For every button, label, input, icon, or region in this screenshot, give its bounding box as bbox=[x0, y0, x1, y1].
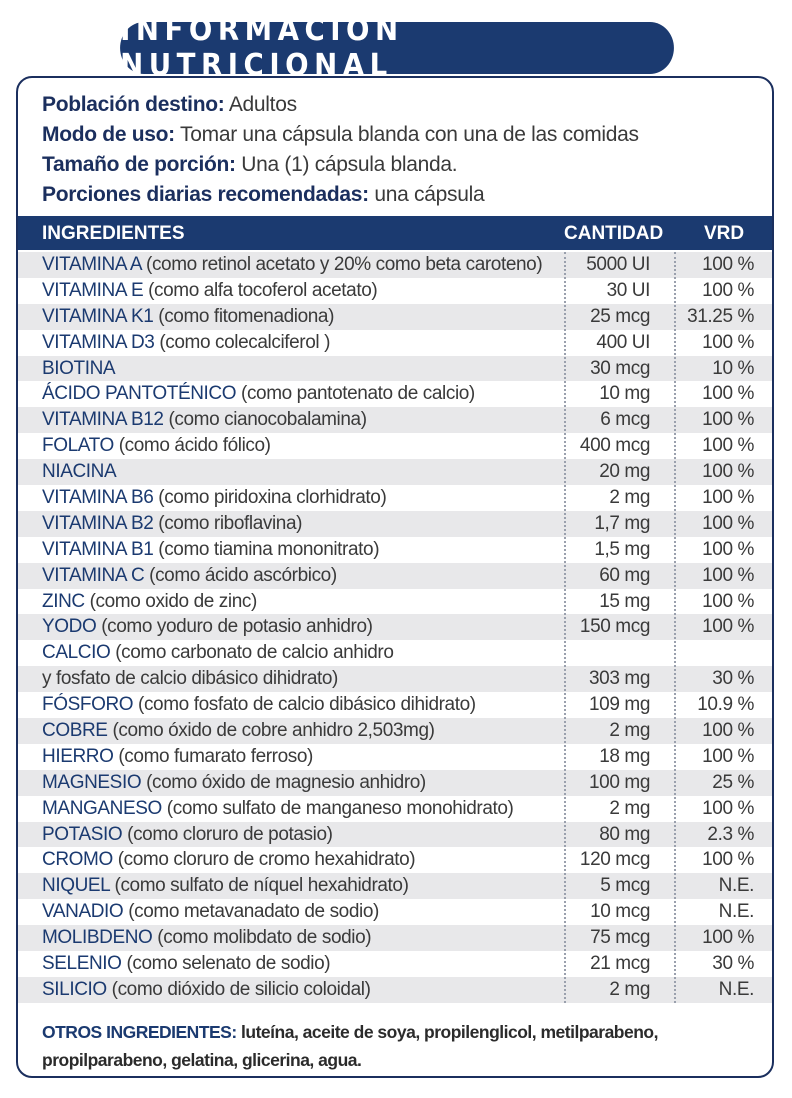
ingredient-cell bbox=[42, 901, 379, 923]
table-row bbox=[18, 873, 772, 899]
ingredient-name: NIQUEL bbox=[42, 875, 110, 897]
ingredient-cell bbox=[42, 461, 116, 483]
quantity-cell: 2 mg bbox=[609, 720, 650, 742]
ingredient-cell bbox=[42, 849, 415, 871]
table-row bbox=[18, 537, 772, 563]
ingredient-name: SILICIO bbox=[42, 978, 107, 1000]
ingredient-detail: (como fitomenadiona) bbox=[153, 305, 335, 327]
ingredient-cell bbox=[42, 772, 426, 794]
ingredient-detail: (como ácido ascórbico) bbox=[144, 564, 337, 586]
ingredient-detail: (como colecalciferol ) bbox=[154, 331, 331, 353]
vrd-cell: 100 % bbox=[702, 720, 754, 742]
ingredient-cell bbox=[42, 875, 409, 897]
quantity-cell: 21 mcg bbox=[590, 953, 650, 975]
header-ingredients: INGREDIENTES bbox=[42, 223, 185, 244]
ingredient-detail: (como tiamina mononitrato) bbox=[153, 538, 380, 560]
vrd-cell: 10 % bbox=[712, 357, 754, 379]
quantity-cell: 10 mg bbox=[599, 383, 650, 405]
column-divider bbox=[674, 252, 676, 1003]
vrd-cell: N.E. bbox=[718, 875, 754, 897]
ingredient-cell bbox=[42, 746, 313, 768]
ingredient-cell bbox=[42, 409, 367, 431]
ingredient-cell bbox=[42, 591, 257, 613]
info-line: Porciones diarias recomendadas: una cápsula bbox=[42, 183, 485, 206]
quantity-cell: 120 mcg bbox=[579, 849, 650, 871]
ingredient-detail: (como carbonato de calcio anhidro bbox=[110, 642, 394, 664]
ingredient-cell bbox=[42, 280, 377, 302]
ingredient-name: VITAMINA K1 bbox=[42, 305, 154, 327]
table-row bbox=[18, 847, 772, 873]
quantity-cell: 6 mcg bbox=[600, 409, 650, 431]
vrd-cell: 100 % bbox=[702, 279, 754, 301]
ingredient-name: FOLATO bbox=[42, 435, 114, 457]
ingredient-name: VITAMINA B2 bbox=[42, 512, 154, 534]
info-line: Tamaño de porción: Una (1) cápsula blanda. bbox=[42, 153, 458, 176]
vrd-cell: 100 % bbox=[702, 538, 754, 560]
table-row bbox=[18, 977, 772, 1003]
ingredient-detail: (como cianocobalamina) bbox=[163, 409, 367, 431]
ingredient-name: ZINC bbox=[42, 590, 85, 612]
table-row bbox=[18, 381, 772, 407]
ingredient-name: MAGNESIO bbox=[42, 771, 142, 793]
ingredient-cell bbox=[42, 565, 337, 587]
ingredient-detail: (como riboflavina) bbox=[153, 512, 303, 534]
table-row bbox=[18, 796, 772, 822]
table-row bbox=[18, 511, 772, 537]
quantity-cell: 60 mg bbox=[599, 564, 650, 586]
quantity-cell: 2 mg bbox=[609, 797, 650, 819]
vrd-cell: 100 % bbox=[702, 254, 754, 275]
table-header bbox=[18, 216, 772, 250]
ingredient-detail: (como retinol acetato y 20% como beta caroteno) bbox=[141, 254, 543, 275]
ingredient-detail: (como yoduro de potasio anhidro) bbox=[96, 616, 373, 638]
header-quantity: CANTIDAD bbox=[564, 223, 664, 244]
vrd-cell: 31.25 % bbox=[687, 305, 754, 327]
ingredient-detail: (como metavanadato de sodio) bbox=[123, 901, 379, 923]
vrd-cell: 100 % bbox=[702, 487, 754, 509]
ingredient-name: SELENIO bbox=[42, 953, 122, 975]
ingredient-name: YODO bbox=[42, 616, 97, 638]
quantity-cell: 5 mcg bbox=[600, 875, 650, 897]
ingredient-name: VITAMINA A bbox=[42, 254, 142, 275]
quantity-cell: 10 mcg bbox=[590, 901, 650, 923]
ingredient-detail: (como sulfato de manganeso monohidrato) bbox=[161, 797, 514, 819]
vrd-cell: N.E. bbox=[718, 978, 754, 1000]
ingredient-name: CALCIO bbox=[42, 642, 111, 664]
quantity-cell: 150 mcg bbox=[579, 616, 650, 638]
info-block bbox=[18, 78, 772, 210]
table-row bbox=[18, 278, 772, 304]
ingredient-name: MANGANESO bbox=[42, 797, 162, 819]
column-divider bbox=[564, 252, 566, 1003]
ingredient-cell bbox=[42, 668, 338, 690]
ingredient-name: FÓSFORO bbox=[42, 694, 134, 716]
info-line: Población destino: Adultos bbox=[42, 93, 297, 116]
ingredient-name: VITAMINA B12 bbox=[42, 409, 164, 431]
table-row bbox=[18, 252, 772, 278]
ingredient-cell bbox=[42, 358, 115, 380]
table-row bbox=[18, 951, 772, 977]
ingredient-cell bbox=[42, 927, 371, 949]
vrd-cell: 30 % bbox=[712, 668, 754, 690]
ingredient-name: ÁCIDO PANTOTÉNICO bbox=[42, 383, 237, 405]
quantity-cell: 25 mcg bbox=[590, 305, 650, 327]
ingredient-name: VITAMINA C bbox=[42, 564, 145, 586]
vrd-cell: 10.9 % bbox=[697, 694, 754, 716]
ingredient-name: BIOTINA bbox=[42, 357, 116, 379]
vrd-cell: 100 % bbox=[702, 331, 754, 353]
table-row bbox=[18, 925, 772, 951]
quantity-cell: 400 mcg bbox=[579, 435, 650, 457]
ingredient-name: VITAMINA B1 bbox=[42, 538, 154, 560]
table-row bbox=[18, 770, 772, 796]
table-row bbox=[18, 356, 772, 382]
nutrition-panel bbox=[16, 76, 774, 1078]
ingredient-detail: (como óxido de cobre anhidro 2,503mg) bbox=[107, 720, 435, 742]
table-row bbox=[18, 822, 772, 848]
ingredient-detail: (como cloruro de cromo hexahidrato) bbox=[112, 849, 416, 871]
vrd-cell: N.E. bbox=[718, 901, 754, 923]
ingredient-detail: (como sulfato de níquel hexahidrato) bbox=[109, 875, 409, 897]
table-row bbox=[18, 485, 772, 511]
ingredient-cell bbox=[42, 798, 513, 820]
table-row bbox=[18, 563, 772, 589]
other-ingredients: OTROS INGREDIENTES: luteína, aceite de soya, propilenglicol, metilparabeno, propilparabeno, gelatina, glicerina, agua. bbox=[42, 1022, 658, 1070]
info-line: Modo de uso: Tomar una cápsula blanda con una de las comidas bbox=[42, 123, 639, 146]
ingredient-name: VITAMINA B6 bbox=[42, 487, 154, 509]
table-row bbox=[18, 433, 772, 459]
quantity-cell: 2 mg bbox=[609, 978, 650, 1000]
vrd-cell: 100 % bbox=[702, 564, 754, 586]
header-vrd: VRD bbox=[704, 223, 745, 244]
ingredient-detail: (como pantotenato de calcio) bbox=[236, 383, 475, 405]
ingredient-cell bbox=[42, 694, 476, 716]
vrd-cell: 100 % bbox=[702, 435, 754, 457]
ingredient-name: COBRE bbox=[42, 720, 108, 742]
quantity-cell: 75 mcg bbox=[590, 927, 650, 949]
table-row bbox=[18, 614, 772, 640]
vrd-cell: 100 % bbox=[702, 745, 754, 767]
table-row bbox=[18, 899, 772, 925]
quantity-cell: 30 UI bbox=[606, 279, 650, 301]
vrd-cell: 100 % bbox=[702, 590, 754, 612]
quantity-cell: 5000 UI bbox=[586, 254, 650, 275]
quantity-cell: 109 mg bbox=[589, 694, 650, 716]
ingredient-name: MOLIBDENO bbox=[42, 927, 153, 949]
quantity-cell: 400 UI bbox=[596, 331, 650, 353]
quantity-cell: 100 mg bbox=[589, 771, 650, 793]
quantity-cell: 15 mg bbox=[599, 590, 650, 612]
ingredient-detail: (como molibdato de sodio) bbox=[152, 927, 372, 949]
ingredient-detail: y fosfato de calcio dibásico dihidrato) bbox=[42, 668, 338, 690]
ingredient-name: HIERRO bbox=[42, 745, 114, 767]
vrd-cell: 100 % bbox=[702, 383, 754, 405]
vrd-cell: 2.3 % bbox=[707, 823, 754, 845]
ingredient-table bbox=[18, 252, 772, 1003]
quantity-cell: 80 mg bbox=[599, 823, 650, 845]
vrd-cell: 100 % bbox=[702, 616, 754, 638]
ingredient-cell bbox=[42, 435, 271, 457]
ingredient-cell bbox=[42, 306, 334, 328]
quantity-cell: 18 mg bbox=[599, 745, 650, 767]
ingredient-cell bbox=[42, 332, 330, 354]
ingredient-cell bbox=[42, 513, 302, 535]
ingredient-name: CROMO bbox=[42, 849, 113, 871]
ingredient-cell bbox=[42, 254, 542, 276]
ingredient-cell bbox=[42, 824, 333, 846]
ingredient-cell bbox=[42, 539, 379, 561]
ingredient-name: NIACINA bbox=[42, 461, 117, 483]
table-row bbox=[18, 589, 772, 615]
ingredient-detail: (como fosfato de calcio dibásico dihidrato) bbox=[133, 694, 476, 716]
ingredient-detail: (como selenato de sodio) bbox=[121, 953, 331, 975]
quantity-cell: 1,7 mg bbox=[594, 512, 650, 534]
quantity-cell: 303 mg bbox=[589, 668, 650, 690]
table-row bbox=[18, 692, 772, 718]
table-row bbox=[18, 666, 772, 692]
table-row bbox=[18, 640, 772, 666]
ingredient-detail: (como ácido fólico) bbox=[113, 435, 271, 457]
ingredient-cell bbox=[42, 487, 386, 509]
ingredient-detail: (como oxido de zinc) bbox=[84, 590, 257, 612]
ingredient-detail: (como óxido de magnesio anhidro) bbox=[141, 771, 426, 793]
table-row bbox=[18, 304, 772, 330]
quantity-cell: 2 mg bbox=[609, 487, 650, 509]
vrd-cell: 100 % bbox=[702, 461, 754, 483]
quantity-cell: 1,5 mg bbox=[594, 538, 650, 560]
ingredient-detail: (como dióxido de silicio coloidal) bbox=[106, 978, 371, 1000]
table-row bbox=[18, 459, 772, 485]
vrd-cell: 100 % bbox=[702, 849, 754, 871]
ingredient-cell bbox=[42, 953, 330, 975]
ingredient-detail: (como alfa tocoferol acetato) bbox=[143, 279, 378, 301]
ingredient-name: VITAMINA E bbox=[42, 279, 144, 301]
ingredient-cell bbox=[42, 642, 394, 664]
vrd-cell: 100 % bbox=[702, 512, 754, 534]
title-banner bbox=[120, 13, 674, 83]
vrd-cell: 100 % bbox=[702, 797, 754, 819]
vrd-cell: 25 % bbox=[712, 771, 754, 793]
quantity-cell: 30 mcg bbox=[590, 357, 650, 379]
table-row bbox=[18, 718, 772, 744]
ingredient-cell bbox=[42, 720, 435, 742]
quantity-cell: 20 mg bbox=[599, 461, 650, 483]
ingredient-detail: (como cloruro de potasio) bbox=[122, 823, 333, 845]
ingredient-detail: (como fumarato ferroso) bbox=[113, 745, 313, 767]
ingredient-name: VANADIO bbox=[42, 901, 124, 923]
vrd-cell: 30 % bbox=[712, 953, 754, 975]
ingredient-cell bbox=[42, 383, 475, 405]
table-row bbox=[18, 744, 772, 770]
table-row bbox=[18, 330, 772, 356]
ingredient-name: POTASIO bbox=[42, 823, 123, 845]
ingredient-name: VITAMINA D3 bbox=[42, 331, 155, 353]
ingredient-cell bbox=[42, 979, 371, 1001]
vrd-cell: 100 % bbox=[702, 927, 754, 949]
vrd-cell: 100 % bbox=[702, 409, 754, 431]
ingredient-cell bbox=[42, 616, 373, 638]
page-title: INFORMACIÓN NUTRICIONAL bbox=[120, 13, 404, 83]
table-row bbox=[18, 407, 772, 433]
ingredient-detail: (como piridoxina clorhidrato) bbox=[153, 487, 387, 509]
